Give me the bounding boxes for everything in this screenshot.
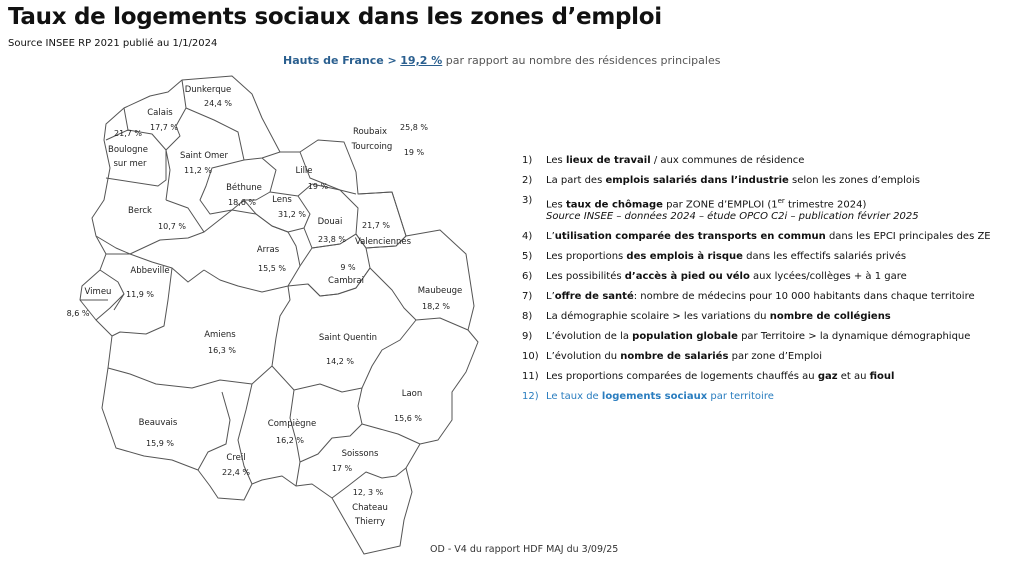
zone-border	[112, 268, 172, 336]
zone-name: Douai	[317, 217, 343, 227]
zone-name: Boulogne	[108, 145, 148, 155]
zone-value: 31,2 %	[278, 210, 306, 219]
indicator-text: Les taux de chômage par ZONE d’EMPLOI (1er trimestre 2024) Source INSEE – données 2024 – étude OPCO C2i – publication février 2025	[546, 195, 1012, 223]
zone-name: Laon	[401, 389, 423, 399]
zone-berck	[128, 206, 186, 231]
zone-name: Creil	[226, 453, 246, 463]
indicator-text: L’offre de santé: nombre de médecins pour 10 000 habitants dans chaque territoire	[546, 291, 975, 303]
indicator-item[interactable]	[522, 271, 1012, 283]
zone-name: Soissons	[341, 449, 379, 459]
zone-name: sur mer	[113, 159, 147, 169]
zone-border	[166, 80, 186, 200]
zone-soissons	[332, 449, 379, 473]
zone-border	[108, 368, 252, 388]
zone-vimeu	[67, 287, 112, 318]
indicator-number: 5)	[522, 251, 533, 263]
zone-value: 21,7 %	[362, 221, 390, 230]
page-title: Taux de logements sociaux dans les zones d’emploi	[8, 4, 662, 30]
zone-name: Roubaix	[352, 127, 388, 137]
zone-name: Compiègne	[267, 419, 317, 429]
zone-name: Beauvais	[138, 418, 178, 428]
zone-value: 15,6 %	[394, 414, 422, 423]
indicator-item[interactable]	[522, 251, 1012, 263]
zone-value: 15,5 %	[258, 264, 286, 273]
zone-name: Vimeu	[84, 287, 112, 297]
indicator-item[interactable]	[522, 311, 1012, 323]
zone-border	[272, 320, 416, 392]
zone-name: Arras	[256, 245, 280, 255]
zone-name: Saint Omer	[179, 151, 229, 161]
zone-name: Cambrai	[328, 276, 364, 286]
indicator-number: 6)	[522, 271, 533, 283]
zone-value: 22,4 %	[222, 468, 250, 477]
zone-name: Valenciennes	[354, 237, 412, 247]
zone-value: 11,9 %	[126, 290, 154, 299]
indicator-item[interactable]	[522, 371, 1012, 383]
zone-value: 9 %	[340, 263, 356, 272]
zone-name: Lens	[272, 195, 292, 205]
zone-border	[204, 210, 300, 292]
zone-border	[366, 236, 468, 330]
zone-value: 21,7 %	[114, 129, 142, 138]
zone-saint-quentin	[319, 333, 377, 366]
indicator-text: La part des emplois salariés dans l’industrie selon les zones d’emplois	[546, 175, 920, 186]
indicator-text: L’utilisation comparée des transports en commun dans les EPCI principales des ZE	[546, 231, 991, 243]
zone-name: Calais	[147, 108, 173, 118]
zone-value: 25,8 %	[400, 123, 428, 132]
indicator-number: 8)	[522, 311, 533, 323]
zone-calais	[147, 108, 178, 132]
zone-border	[106, 200, 204, 254]
zone-valenciennes	[355, 221, 412, 247]
zone-abbeville	[126, 266, 170, 299]
zone-name: Amiens	[204, 330, 236, 340]
indicator-text: Les proportions comparées de logements chauffés au gaz et au fioul	[546, 371, 895, 383]
zone-value: 16,3 %	[208, 346, 236, 355]
zone-value: 16,2 %	[276, 436, 304, 445]
indicator-text: Les lieux de travail / aux communes de résidence	[546, 155, 805, 166]
zone-name: Dunkerque	[184, 85, 232, 95]
zone-value: 17 %	[331, 464, 353, 473]
indicator-text: Les proportions des emplois à risque dans les effectifs salariés privés	[546, 251, 907, 263]
zone-value: 24,4 %	[204, 99, 232, 108]
indicator-number: 9)	[522, 331, 533, 343]
indicator-item[interactable]	[522, 155, 1012, 167]
indicator-number: 3)	[522, 195, 533, 206]
zone-border	[252, 286, 290, 384]
zone-name: Saint Quentin	[318, 333, 378, 343]
zone-arras	[257, 245, 287, 273]
indicator-item[interactable]	[522, 351, 1012, 363]
zone-name: Berck	[128, 206, 152, 216]
zone-value: 8,6 %	[66, 309, 90, 318]
zone-beauvais	[139, 418, 178, 448]
zone-name: Lille	[295, 166, 313, 176]
zone-value: 12, 3 %	[352, 488, 384, 497]
indicator-item[interactable]	[522, 195, 1012, 223]
indicator-text: La démographie scolaire > les variations du nombre de collégiens	[546, 311, 891, 323]
zone-dunkerque	[185, 85, 233, 108]
zone-lens	[272, 195, 306, 219]
zone-border	[106, 130, 166, 186]
indicator-number: 11)	[522, 371, 539, 383]
indicator-source-note: Source INSEE – données 2024 – étude OPCO C2i – publication février 2025	[546, 211, 919, 223]
indicator-number: 10)	[522, 351, 539, 363]
indicator-number: 1)	[522, 155, 533, 166]
region-summary-text: par rapport au nombre des résidences principales	[445, 54, 721, 67]
region-label: Hauts de France >	[283, 54, 397, 67]
indicator-item[interactable]	[522, 391, 1012, 403]
zone-value: 10,7 %	[158, 222, 186, 231]
zone-value: 19 %	[307, 182, 329, 191]
zone-value: 14,2 %	[326, 357, 354, 366]
zone-cambrai	[328, 263, 364, 286]
indicator-text: L’évolution de la population globale par Territoire > la dynamique démographique	[546, 331, 971, 343]
zone-name: Abbeville	[130, 266, 170, 276]
indicator-text: Le taux de logements sociaux par territoire	[546, 391, 774, 403]
zone-creil	[222, 453, 250, 477]
zone-value: 15,9 %	[146, 439, 174, 448]
source-line: Source INSEE RP 2021 publié au 1/1/2024	[8, 38, 218, 49]
zone-saint-omer	[180, 151, 229, 175]
zone-name: Chateau	[352, 503, 388, 513]
zone-boulogne-sur-mer	[108, 129, 148, 169]
zone-name: Béthune	[226, 183, 262, 193]
zone-compi-gne	[268, 418, 316, 445]
indicator-number: 2)	[522, 175, 533, 186]
zone-border	[198, 392, 230, 470]
zone-value: 18,6 %	[228, 198, 256, 207]
zone-chateau-thierry	[352, 488, 388, 527]
zone-value: 23,8 %	[318, 235, 346, 244]
indicator-text: Les possibilités d’accès à pied ou vélo aux lycées/collèges + à 1 gare	[546, 271, 907, 283]
zone-roubaix-tourcoing	[351, 123, 429, 157]
zone-b-thune	[226, 182, 262, 207]
zone-name: Maubeuge	[417, 286, 463, 296]
zone-value: 11,2 %	[184, 166, 212, 175]
zone-maubeuge	[418, 286, 463, 311]
footer: OD - V4 du rapport HDF MAJ du 3/09/25	[430, 544, 619, 555]
indicator-list	[522, 155, 1012, 411]
indicator-number: 12)	[522, 391, 539, 403]
indicator-item[interactable]	[522, 175, 1012, 187]
zone-laon	[394, 389, 422, 423]
zone-value: 18,2 %	[422, 302, 450, 311]
indicator-item[interactable]	[522, 331, 1012, 343]
indicator-number: 7)	[522, 291, 533, 303]
zone-name: Tourcoing	[351, 142, 393, 152]
zone-value: 17,7 %	[150, 123, 178, 132]
region-rate[interactable]: 19,2 %	[400, 54, 443, 67]
indicator-item[interactable]	[522, 231, 1012, 243]
zone-amiens	[204, 330, 236, 355]
indicator-item[interactable]	[522, 291, 1012, 303]
indicator-number: 4)	[522, 231, 533, 243]
zone-douai	[318, 217, 347, 244]
indicator-text: L’évolution du nombre de salariés par zone d’Emploi	[546, 351, 823, 363]
zone-value-secondary: 19 %	[403, 148, 425, 157]
zone-name: Thierry	[354, 517, 386, 527]
